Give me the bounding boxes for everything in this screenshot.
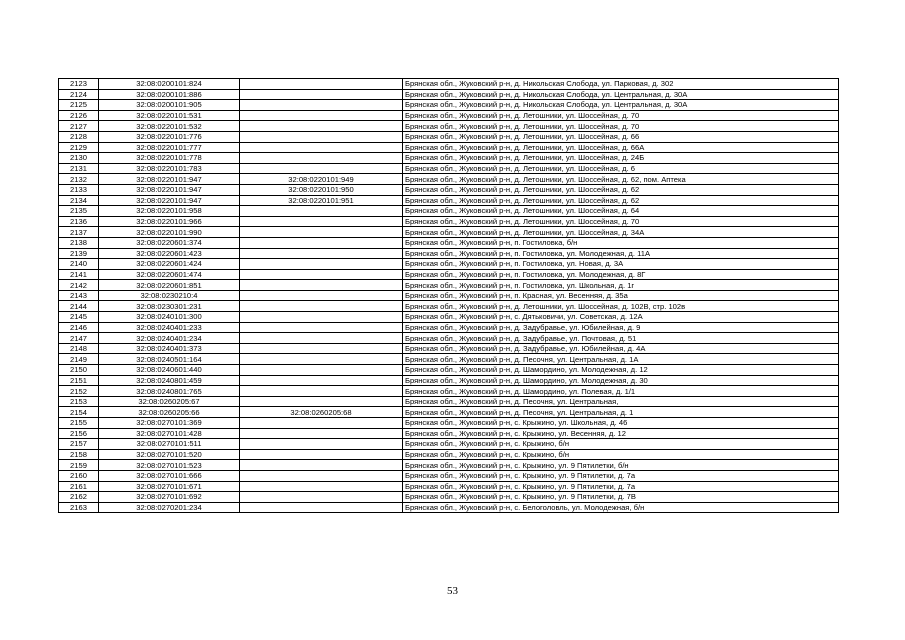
cadastral-number-cell: 32:08:0270101:523 <box>99 460 240 471</box>
related-cadastral-number-cell <box>240 121 403 132</box>
cadastral-number-cell: 32:08:0220101:776 <box>99 131 240 142</box>
cadastral-number-cell: 32:08:0260205:67 <box>99 396 240 407</box>
row-number-cell: 2155 <box>59 418 99 429</box>
related-cadastral-number-cell <box>240 290 403 301</box>
registry-table-container <box>58 78 838 513</box>
address-cell: Брянская обл., Жуковский р-н, д. Летошники, ул. Шоссейная, д. 62 <box>403 195 839 206</box>
related-cadastral-number-cell <box>240 206 403 217</box>
row-number-cell: 2154 <box>59 407 99 418</box>
address-cell: Брянская обл., Жуковский р-н, с. Крыжино, ул. Весенняя, д. 12 <box>403 428 839 439</box>
address-cell: Брянская обл., Жуковский р-н, д. Задубравье, ул. Юбилейная, д. 9 <box>403 322 839 333</box>
table-row <box>59 79 839 90</box>
table-row <box>59 322 839 333</box>
row-number-cell: 2137 <box>59 227 99 238</box>
cadastral-number-cell: 32:08:0270101:666 <box>99 470 240 481</box>
row-number-cell: 2150 <box>59 365 99 376</box>
row-number-cell: 2143 <box>59 290 99 301</box>
related-cadastral-number-cell <box>240 79 403 90</box>
row-number-cell: 2149 <box>59 354 99 365</box>
related-cadastral-number-cell: 32:08:0220101:951 <box>240 195 403 206</box>
address-cell: Брянская обл., Жуковский р-н, с. Крыжино, ул. 9 Пятилетки, д. 7В <box>403 492 839 503</box>
row-number-cell: 2163 <box>59 502 99 513</box>
cadastral-number-cell: 32:08:0220101:947 <box>99 195 240 206</box>
table-row <box>59 343 839 354</box>
related-cadastral-number-cell <box>240 100 403 111</box>
related-cadastral-number-cell <box>240 343 403 354</box>
table-row <box>59 206 839 217</box>
row-number-cell: 2123 <box>59 79 99 90</box>
row-number-cell: 2151 <box>59 375 99 386</box>
address-cell: Брянская обл., Жуковский р-н, с. Крыжино, ул. 9 Пятилетки, д. 7а <box>403 470 839 481</box>
address-cell: Брянская обл., Жуковский р-н, п. Гостиловка, ул. Школьная, д. 1г <box>403 280 839 291</box>
table-row <box>59 131 839 142</box>
table-row <box>59 354 839 365</box>
page-number: 53 <box>447 585 458 597</box>
row-number-cell: 2141 <box>59 269 99 280</box>
table-row <box>59 386 839 397</box>
table-row <box>59 407 839 418</box>
address-cell: Брянская обл., Жуковский р-н, д. Летошники, ул. Шоссейная, д. 66А <box>403 142 839 153</box>
address-cell: Брянская обл., Жуковский р-н, д. Песочня, ул. Центральная, д. 1А <box>403 354 839 365</box>
address-cell: Брянская обл., Жуковский р-н, с. Белоголовль, ул. Молодежная, б/н <box>403 502 839 513</box>
table-row <box>59 418 839 429</box>
row-number-cell: 2153 <box>59 396 99 407</box>
address-cell: Брянская обл., Жуковский р-н, с. Крыжино, ул. 9 Пятилетки, б/н <box>403 460 839 471</box>
related-cadastral-number-cell <box>240 375 403 386</box>
table-row <box>59 259 839 270</box>
row-number-cell: 2129 <box>59 142 99 153</box>
table-row <box>59 396 839 407</box>
row-number-cell: 2152 <box>59 386 99 397</box>
cadastral-number-cell: 32:08:0270101:692 <box>99 492 240 503</box>
related-cadastral-number-cell <box>240 365 403 376</box>
address-cell: Брянская обл., Жуковский р-н, д. Летошники, ул. Шоссейная, д. 24Б <box>403 153 839 164</box>
related-cadastral-number-cell <box>240 259 403 270</box>
row-number-cell: 2132 <box>59 174 99 185</box>
row-number-cell: 2139 <box>59 248 99 259</box>
related-cadastral-number-cell <box>240 460 403 471</box>
table-row <box>59 269 839 280</box>
address-cell: Брянская обл., Жуковский р-н, д. Летошники, ул. Шоссейная, д. 70 <box>403 110 839 121</box>
related-cadastral-number-cell <box>240 142 403 153</box>
table-row <box>59 163 839 174</box>
related-cadastral-number-cell <box>240 280 403 291</box>
cadastral-number-cell: 32:08:0270101:671 <box>99 481 240 492</box>
table-row <box>59 428 839 439</box>
cadastral-number-cell: 32:08:0270101:369 <box>99 418 240 429</box>
table-row <box>59 142 839 153</box>
cadastral-number-cell: 32:08:0240501:164 <box>99 354 240 365</box>
row-number-cell: 2126 <box>59 110 99 121</box>
row-number-cell: 2144 <box>59 301 99 312</box>
table-row <box>59 248 839 259</box>
cadastral-number-cell: 32:08:0240601:440 <box>99 365 240 376</box>
row-number-cell: 2156 <box>59 428 99 439</box>
cadastral-number-cell: 32:08:0220601:851 <box>99 280 240 291</box>
related-cadastral-number-cell <box>240 131 403 142</box>
cadastral-number-cell: 32:08:0240401:233 <box>99 322 240 333</box>
table-row <box>59 184 839 195</box>
table-row <box>59 439 839 450</box>
row-number-cell: 2140 <box>59 259 99 270</box>
table-row <box>59 301 839 312</box>
row-number-cell: 2124 <box>59 89 99 100</box>
related-cadastral-number-cell <box>240 502 403 513</box>
row-number-cell: 2157 <box>59 439 99 450</box>
table-row <box>59 216 839 227</box>
table-row <box>59 481 839 492</box>
table-row <box>59 502 839 513</box>
cadastral-number-cell: 32:08:0220101:947 <box>99 174 240 185</box>
table-body <box>59 79 839 513</box>
row-number-cell: 2145 <box>59 312 99 323</box>
related-cadastral-number-cell <box>240 449 403 460</box>
row-number-cell: 2160 <box>59 470 99 481</box>
cadastral-number-cell: 32:08:0200101:824 <box>99 79 240 90</box>
address-cell: Брянская обл., Жуковский р-н, д. Летошники, ул. Шоссейная, д. 62 <box>403 184 839 195</box>
related-cadastral-number-cell <box>240 153 403 164</box>
table-row <box>59 365 839 376</box>
table-row <box>59 333 839 344</box>
address-cell: Брянская обл., Жуковский р-н, п. Гостиловка, б/н <box>403 237 839 248</box>
related-cadastral-number-cell <box>240 322 403 333</box>
cadastral-number-cell: 32:08:0220601:424 <box>99 259 240 270</box>
table-row <box>59 470 839 481</box>
related-cadastral-number-cell <box>240 216 403 227</box>
cadastral-number-cell: 32:08:0270101:428 <box>99 428 240 439</box>
row-number-cell: 2142 <box>59 280 99 291</box>
cadastral-number-cell: 32:08:0230301:231 <box>99 301 240 312</box>
related-cadastral-number-cell <box>240 386 403 397</box>
address-cell: Брянская обл., Жуковский р-н, д. Шамордино, ул. Полевая, д. 1/1 <box>403 386 839 397</box>
row-number-cell: 2138 <box>59 237 99 248</box>
address-cell: Брянская обл., Жуковский р-н, д. Летошники, ул. Шоссейная, д. 70 <box>403 216 839 227</box>
address-cell: Брянская обл., Жуковский р-н, с. Крыжино, б/н <box>403 449 839 460</box>
related-cadastral-number-cell <box>240 227 403 238</box>
cadastral-number-cell: 32:08:0220601:374 <box>99 237 240 248</box>
table-row <box>59 492 839 503</box>
related-cadastral-number-cell <box>240 481 403 492</box>
cadastral-number-cell: 32:08:0220101:990 <box>99 227 240 238</box>
row-number-cell: 2146 <box>59 322 99 333</box>
cadastral-number-cell: 32:08:0220101:532 <box>99 121 240 132</box>
row-number-cell: 2159 <box>59 460 99 471</box>
cadastral-number-cell: 32:08:0220101:947 <box>99 184 240 195</box>
cadastral-number-cell: 32:08:0270101:511 <box>99 439 240 450</box>
table-row <box>59 100 839 111</box>
table-row <box>59 89 839 100</box>
address-cell: Брянская обл., Жуковский р-н, д. Летошники, ул. Шоссейная, д. 64 <box>403 206 839 217</box>
cadastral-number-cell: 32:08:0220601:474 <box>99 269 240 280</box>
address-cell: Брянская обл., Жуковский р-н, д. Летошники, ул. Шоссейная, д. 66 <box>403 131 839 142</box>
related-cadastral-number-cell <box>240 312 403 323</box>
row-number-cell: 2133 <box>59 184 99 195</box>
address-cell: Брянская обл., Жуковский р-н, п. Гостиловка, ул. Новая, д. 3А <box>403 259 839 270</box>
related-cadastral-number-cell: 32:08:0220101:950 <box>240 184 403 195</box>
related-cadastral-number-cell <box>240 418 403 429</box>
row-number-cell: 2161 <box>59 481 99 492</box>
related-cadastral-number-cell <box>240 492 403 503</box>
table-row <box>59 153 839 164</box>
related-cadastral-number-cell <box>240 301 403 312</box>
table-row <box>59 110 839 121</box>
row-number-cell: 2136 <box>59 216 99 227</box>
related-cadastral-number-cell <box>240 163 403 174</box>
table-row <box>59 121 839 132</box>
table-row <box>59 227 839 238</box>
related-cadastral-number-cell: 32:08:0260205:68 <box>240 407 403 418</box>
address-cell: Брянская обл., Жуковский р-н, д. Никольская Слобода, ул. Парковая, д. 302 <box>403 79 839 90</box>
row-number-cell: 2162 <box>59 492 99 503</box>
table-row <box>59 195 839 206</box>
address-cell: Брянская обл., Жуковский р-н, с. Крыжино, б/н <box>403 439 839 450</box>
cadastral-number-cell: 32:08:0260205:66 <box>99 407 240 418</box>
cadastral-number-cell: 32:08:0240101:300 <box>99 312 240 323</box>
row-number-cell: 2148 <box>59 343 99 354</box>
address-cell: Брянская обл., Жуковский р-н, д. Летошники, ул. Шоссейная, д. 6 <box>403 163 839 174</box>
table-row <box>59 460 839 471</box>
address-cell: Брянская обл., Жуковский р-н, д. Никольская Слобода, ул. Центральная, д. 30А <box>403 100 839 111</box>
row-number-cell: 2134 <box>59 195 99 206</box>
address-cell: Брянская обл., Жуковский р-н, д. Шамордино, ул. Молодежная, д. 30 <box>403 375 839 386</box>
address-cell: Брянская обл., Жуковский р-н, д. Никольская Слобода, ул. Центральная, д. 30А <box>403 89 839 100</box>
registry-table <box>58 78 839 513</box>
related-cadastral-number-cell <box>240 89 403 100</box>
row-number-cell: 2125 <box>59 100 99 111</box>
address-cell: Брянская обл., Жуковский р-н, д. Песочня, ул. Центральная, д. 1 <box>403 407 839 418</box>
cadastral-number-cell: 32:08:0270201:234 <box>99 502 240 513</box>
cadastral-number-cell: 32:08:0240801:459 <box>99 375 240 386</box>
cadastral-number-cell: 32:08:0240801:765 <box>99 386 240 397</box>
address-cell: Брянская обл., Жуковский р-н, п. Гостиловка, ул. Молодежная, д. 8Г <box>403 269 839 280</box>
related-cadastral-number-cell <box>240 248 403 259</box>
address-cell: Брянская обл., Жуковский р-н, д. Летошники, ул. Шоссейная, д. 34А <box>403 227 839 238</box>
table-row <box>59 280 839 291</box>
cadastral-number-cell: 32:08:0220101:958 <box>99 206 240 217</box>
related-cadastral-number-cell <box>240 354 403 365</box>
address-cell: Брянская обл., Жуковский р-н, д. Шамордино, ул. Молодежная, д. 12 <box>403 365 839 376</box>
cadastral-number-cell: 32:08:0220101:777 <box>99 142 240 153</box>
cadastral-number-cell: 32:08:0230210:4 <box>99 290 240 301</box>
address-cell: Брянская обл., Жуковский р-н, п. Гостиловка, ул. Молодежная, д. 11А <box>403 248 839 259</box>
address-cell: Брянская обл., Жуковский р-н, д. Задубравье, ул. Почтовая, д. 51 <box>403 333 839 344</box>
address-cell: Брянская обл., Жуковский р-н, д. Летошники, ул. Шоссейная, д. 102В, стр. 102в <box>403 301 839 312</box>
table-row <box>59 290 839 301</box>
cadastral-number-cell: 32:08:0200101:905 <box>99 100 240 111</box>
table-row <box>59 375 839 386</box>
address-cell: Брянская обл., Жуковский р-н, д. Летошники, ул. Шоссейная, д. 70 <box>403 121 839 132</box>
address-cell: Брянская обл., Жуковский р-н, д. Песочня, ул. Центральная, <box>403 396 839 407</box>
row-number-cell: 2158 <box>59 449 99 460</box>
row-number-cell: 2127 <box>59 121 99 132</box>
table-row <box>59 312 839 323</box>
row-number-cell: 2135 <box>59 206 99 217</box>
related-cadastral-number-cell <box>240 237 403 248</box>
row-number-cell: 2131 <box>59 163 99 174</box>
cadastral-number-cell: 32:08:0220101:531 <box>99 110 240 121</box>
table-row <box>59 449 839 460</box>
cadastral-number-cell: 32:08:0200101:886 <box>99 89 240 100</box>
address-cell: Брянская обл., Жуковский р-н, с. Крыжино, ул. 9 Пятилетки, д. 7а <box>403 481 839 492</box>
cadastral-number-cell: 32:08:0270101:520 <box>99 449 240 460</box>
address-cell: Брянская обл., Жуковский р-н, с. Крыжино, ул. Школьная, д. 46 <box>403 418 839 429</box>
related-cadastral-number-cell: 32:08:0220101:949 <box>240 174 403 185</box>
related-cadastral-number-cell <box>240 110 403 121</box>
related-cadastral-number-cell <box>240 470 403 481</box>
cadastral-number-cell: 32:08:0240401:373 <box>99 343 240 354</box>
row-number-cell: 2130 <box>59 153 99 164</box>
cadastral-number-cell: 32:08:0220101:783 <box>99 163 240 174</box>
cadastral-number-cell: 32:08:0220101:966 <box>99 216 240 227</box>
related-cadastral-number-cell <box>240 428 403 439</box>
address-cell: Брянская обл., Жуковский р-н, д. Задубравье, ул. Юбилейная, д. 4А <box>403 343 839 354</box>
related-cadastral-number-cell <box>240 333 403 344</box>
row-number-cell: 2128 <box>59 131 99 142</box>
related-cadastral-number-cell <box>240 439 403 450</box>
related-cadastral-number-cell <box>240 396 403 407</box>
table-row <box>59 174 839 185</box>
cadastral-number-cell: 32:08:0220101:778 <box>99 153 240 164</box>
table-row <box>59 237 839 248</box>
address-cell: Брянская обл., Жуковский р-н, д. Летошники, ул. Шоссейная, д. 62, пом. Аптека <box>403 174 839 185</box>
address-cell: Брянская обл., Жуковский р-н, п. Красная, ул. Весенняя, д. 35а <box>403 290 839 301</box>
address-cell: Брянская обл., Жуковский р-н, с. Дятьковичи, ул. Советская, д. 12А <box>403 312 839 323</box>
row-number-cell: 2147 <box>59 333 99 344</box>
cadastral-number-cell: 32:08:0240401:234 <box>99 333 240 344</box>
related-cadastral-number-cell <box>240 269 403 280</box>
cadastral-number-cell: 32:08:0220601:423 <box>99 248 240 259</box>
